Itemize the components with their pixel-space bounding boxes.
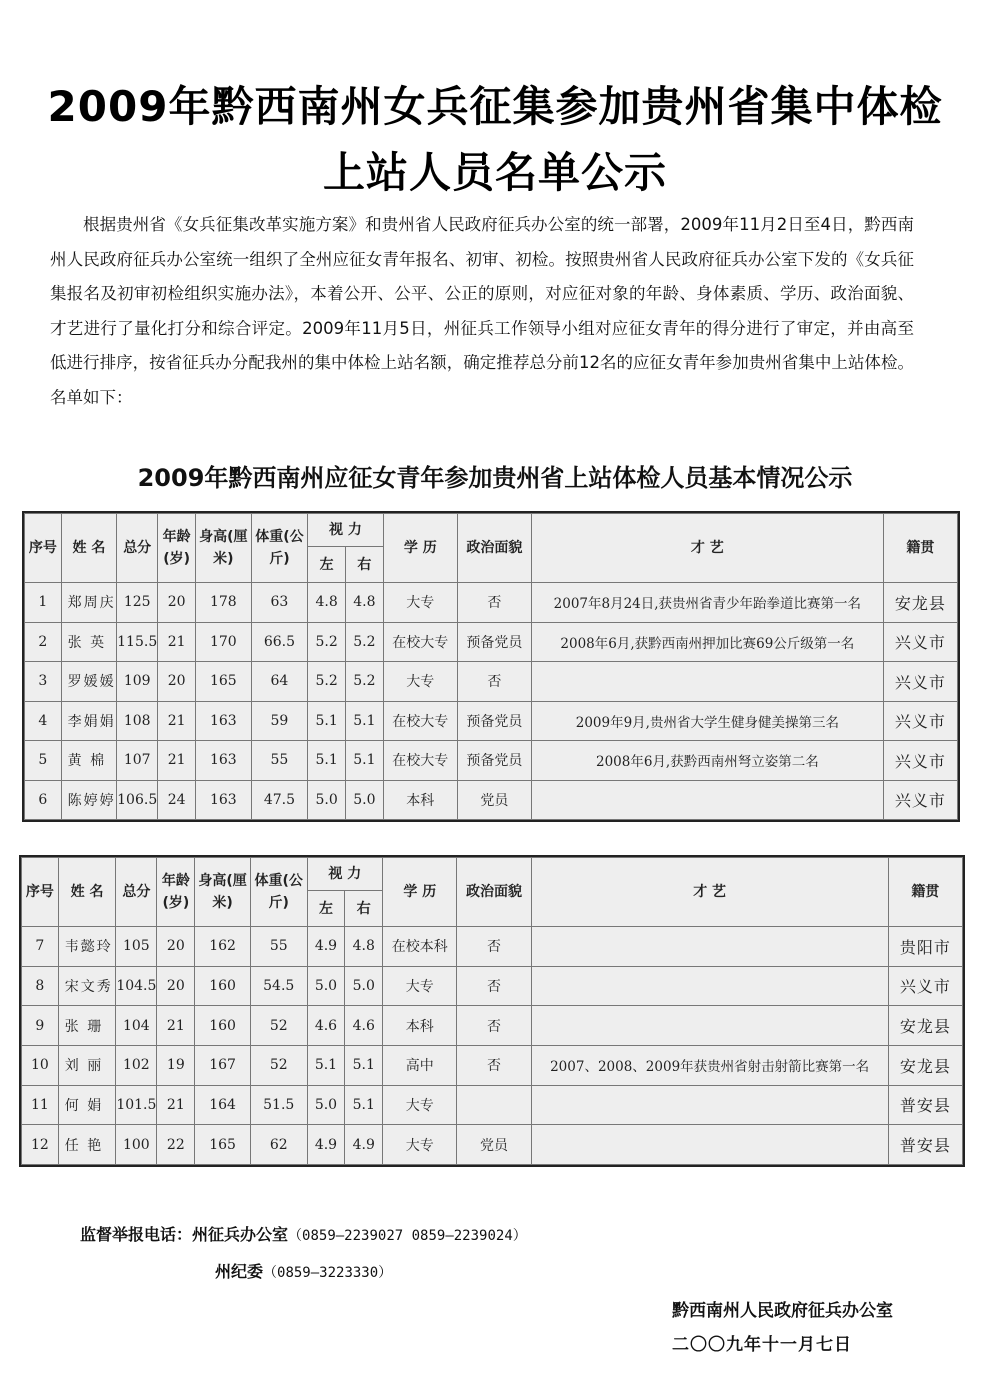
cell-seq: 11 bbox=[22, 1085, 59, 1125]
header-vision-right: 右 bbox=[345, 547, 383, 583]
cell-name: 任 艳 bbox=[58, 1125, 116, 1165]
cell-name: 何 娟 bbox=[58, 1085, 116, 1125]
cell-age: 24 bbox=[158, 780, 196, 820]
header-vision-left: 左 bbox=[308, 547, 346, 583]
cell-score: 106.5 bbox=[117, 780, 158, 820]
header-seq: 序号 bbox=[22, 858, 59, 927]
candidate-table-2 bbox=[19, 855, 965, 1167]
cell-talent bbox=[531, 966, 888, 1006]
cell-weight: 64 bbox=[251, 662, 308, 702]
cell-seq: 4 bbox=[25, 701, 62, 741]
cell-pol bbox=[457, 1085, 531, 1125]
intro-paragraph: 根据贵州省《女兵征集改革实施方案》和贵州省人民政府征兵办公室的统一部署，2009年11月2日至4日，黔西南州人民政府征兵办公室统一组织了全州应征女青年报名、初审、初检。按照贵州省人民政府征兵办公室下发的《女兵征集报名及初审初检组织实施办法》，本着公开、公平、公正的原则，对应征对象的年龄、身体素质、学历、政治面貌、才艺进行了量化打分和综合评定。2009年11月5日，州征兵工作领导小组对应征女青年的得分进行了审定，并由高至低进行排序，按省征兵办分配我州的集中体检上站名额，确定推荐总分前12名的应征女青年参加贵州省集中上站体检。名单如下： bbox=[50, 215, 914, 407]
cell-talent: 2007、2008、2009年获贵州省射击射箭比赛第一名 bbox=[531, 1045, 888, 1085]
cell-height: 167 bbox=[195, 1045, 251, 1085]
cell-weight: 51.5 bbox=[250, 1085, 307, 1125]
cell-name: 韦懿玲 bbox=[58, 927, 116, 967]
header-political: 政治面貌 bbox=[457, 858, 531, 927]
header-vision-left: 左 bbox=[307, 891, 345, 927]
cell-score: 107 bbox=[117, 741, 158, 781]
cell-score: 105 bbox=[116, 927, 157, 967]
table-row bbox=[25, 780, 958, 820]
table-row bbox=[25, 701, 958, 741]
cell-age: 21 bbox=[157, 1085, 195, 1125]
cell-age: 22 bbox=[157, 1125, 195, 1165]
cell-weight: 54.5 bbox=[250, 966, 307, 1006]
cell-home: 兴义市 bbox=[883, 780, 957, 820]
cell-vision-left: 4.6 bbox=[307, 1006, 345, 1046]
header-home: 籍贯 bbox=[888, 858, 962, 927]
cell-home: 兴义市 bbox=[883, 741, 957, 781]
header-weight: 体重(公斤) bbox=[250, 858, 307, 927]
cell-score: 108 bbox=[117, 701, 158, 741]
cell-seq: 1 bbox=[25, 583, 62, 623]
cell-name: 郑周庆 bbox=[61, 583, 116, 623]
cell-edu: 本科 bbox=[383, 1006, 457, 1046]
cell-weight: 63 bbox=[251, 583, 308, 623]
cell-vision-left: 5.0 bbox=[307, 966, 345, 1006]
supervise-office-1: 州征兵办公室 bbox=[192, 1225, 289, 1244]
cell-pol: 预备党员 bbox=[457, 741, 531, 781]
cell-talent: 2008年6月,获黔西南州弩立姿第二名 bbox=[531, 741, 883, 781]
cell-weight: 62 bbox=[250, 1125, 307, 1165]
table-row bbox=[25, 622, 958, 662]
cell-weight: 66.5 bbox=[251, 622, 308, 662]
supervise-office-2: 州纪委 bbox=[215, 1262, 264, 1281]
cell-weight: 55 bbox=[250, 927, 307, 967]
header-age: 年龄(岁) bbox=[157, 858, 195, 927]
cell-vision-right: 5.0 bbox=[345, 780, 383, 820]
header-name: 姓 名 bbox=[58, 858, 116, 927]
header-talent: 才 艺 bbox=[531, 514, 883, 583]
table-row bbox=[25, 583, 958, 623]
cell-vision-left: 4.9 bbox=[307, 927, 345, 967]
cell-vision-left: 5.2 bbox=[308, 622, 346, 662]
header-weight: 体重(公斤) bbox=[251, 514, 308, 583]
cell-home: 兴义市 bbox=[883, 701, 957, 741]
table-row bbox=[25, 741, 958, 781]
header-vision-right: 右 bbox=[345, 891, 383, 927]
cell-seq: 5 bbox=[25, 741, 62, 781]
candidate-table-1 bbox=[22, 511, 960, 822]
cell-name: 刘 丽 bbox=[58, 1045, 116, 1085]
cell-vision-left: 5.2 bbox=[308, 662, 346, 702]
cell-talent: 2009年9月,贵州省大学生健身健美操第三名 bbox=[531, 701, 883, 741]
table-row bbox=[22, 927, 963, 967]
cell-pol: 否 bbox=[457, 1045, 531, 1085]
cell-age: 20 bbox=[157, 927, 195, 967]
cell-score: 100 bbox=[116, 1125, 157, 1165]
cell-pol: 否 bbox=[457, 966, 531, 1006]
table-row bbox=[22, 1085, 963, 1125]
cell-vision-right: 4.8 bbox=[345, 927, 383, 967]
cell-name: 宋文秀 bbox=[58, 966, 116, 1006]
cell-talent bbox=[531, 1085, 888, 1125]
cell-vision-right: 5.1 bbox=[345, 1045, 383, 1085]
header-height: 身高(厘米) bbox=[195, 858, 251, 927]
supervise-phone-1: （0859—2239027 0859—2239024） bbox=[288, 1228, 527, 1244]
cell-height: 165 bbox=[195, 1125, 251, 1165]
cell-home: 安龙县 bbox=[888, 1006, 962, 1046]
cell-score: 125 bbox=[117, 583, 158, 623]
cell-seq: 12 bbox=[22, 1125, 59, 1165]
cell-vision-right: 5.1 bbox=[345, 1085, 383, 1125]
cell-home: 兴义市 bbox=[888, 966, 962, 1006]
header-home: 籍贯 bbox=[883, 514, 957, 583]
table-row bbox=[22, 966, 963, 1006]
header-vision: 视 力 bbox=[307, 858, 383, 891]
cell-seq: 10 bbox=[22, 1045, 59, 1085]
cell-seq: 9 bbox=[22, 1006, 59, 1046]
cell-height: 178 bbox=[196, 583, 252, 623]
cell-vision-right: 5.2 bbox=[345, 662, 383, 702]
cell-height: 163 bbox=[196, 701, 252, 741]
cell-name: 张 珊 bbox=[58, 1006, 116, 1046]
cell-age: 19 bbox=[157, 1045, 195, 1085]
cell-pol: 预备党员 bbox=[457, 701, 531, 741]
cell-vision-left: 5.1 bbox=[307, 1045, 345, 1085]
header-vision: 视 力 bbox=[308, 514, 384, 547]
cell-age: 21 bbox=[158, 701, 196, 741]
cell-edu: 高中 bbox=[383, 1045, 457, 1085]
cell-age: 20 bbox=[158, 583, 196, 623]
cell-name: 李娟娟 bbox=[61, 701, 116, 741]
cell-home: 普安县 bbox=[888, 1085, 962, 1125]
cell-age: 21 bbox=[158, 622, 196, 662]
cell-seq: 6 bbox=[25, 780, 62, 820]
cell-vision-right: 5.1 bbox=[345, 741, 383, 781]
cell-home: 贵阳市 bbox=[888, 927, 962, 967]
cell-weight: 55 bbox=[251, 741, 308, 781]
cell-weight: 52 bbox=[250, 1045, 307, 1085]
page-title-line1: 2009年黔西南州女兵征集参加贵州省集中体检 bbox=[47, 82, 943, 131]
cell-talent bbox=[531, 927, 888, 967]
cell-weight: 47.5 bbox=[251, 780, 308, 820]
supervise-line-2 bbox=[215, 1259, 392, 1282]
cell-vision-left: 4.8 bbox=[308, 583, 346, 623]
cell-home: 安龙县 bbox=[888, 1045, 962, 1085]
cell-vision-right: 4.8 bbox=[345, 583, 383, 623]
cell-age: 21 bbox=[158, 741, 196, 781]
cell-pol: 否 bbox=[457, 583, 531, 623]
cell-score: 109 bbox=[117, 662, 158, 702]
cell-name: 张 英 bbox=[61, 622, 116, 662]
cell-edu: 大专 bbox=[383, 1125, 457, 1165]
cell-edu: 在校本科 bbox=[383, 927, 457, 967]
cell-seq: 8 bbox=[22, 966, 59, 1006]
cell-height: 163 bbox=[196, 780, 252, 820]
header-name: 姓 名 bbox=[61, 514, 116, 583]
cell-seq: 7 bbox=[22, 927, 59, 967]
cell-edu: 在校大专 bbox=[383, 622, 457, 662]
cell-talent bbox=[531, 780, 883, 820]
cell-height: 162 bbox=[195, 927, 251, 967]
table-row bbox=[25, 662, 958, 702]
cell-vision-right: 5.1 bbox=[345, 701, 383, 741]
cell-vision-left: 5.0 bbox=[307, 1085, 345, 1125]
cell-vision-left: 4.9 bbox=[307, 1125, 345, 1165]
cell-name: 罗媛媛 bbox=[61, 662, 116, 702]
cell-pol: 否 bbox=[457, 927, 531, 967]
cell-weight: 52 bbox=[250, 1006, 307, 1046]
cell-height: 170 bbox=[196, 622, 252, 662]
cell-pol: 党员 bbox=[457, 780, 531, 820]
cell-vision-right: 5.2 bbox=[345, 622, 383, 662]
header-edu: 学 历 bbox=[383, 514, 457, 583]
cell-pol: 否 bbox=[457, 662, 531, 702]
header-age: 年龄(岁) bbox=[158, 514, 196, 583]
cell-score: 102 bbox=[116, 1045, 157, 1085]
cell-talent bbox=[531, 1006, 888, 1046]
signature-org: 黔西南州人民政府征兵办公室 bbox=[672, 1301, 893, 1321]
header-score: 总分 bbox=[116, 858, 157, 927]
cell-edu: 在校大专 bbox=[383, 701, 457, 741]
cell-edu: 本科 bbox=[383, 780, 457, 820]
table-row bbox=[22, 1006, 963, 1046]
cell-height: 160 bbox=[195, 966, 251, 1006]
signature-date: 二〇〇九年十一月七日 bbox=[672, 1335, 852, 1355]
cell-home: 兴义市 bbox=[883, 622, 957, 662]
supervise-phone-2: （0859—3223330） bbox=[263, 1265, 393, 1281]
cell-name: 黄 棉 bbox=[61, 741, 116, 781]
cell-edu: 在校大专 bbox=[383, 741, 457, 781]
cell-height: 165 bbox=[196, 662, 252, 702]
cell-seq: 2 bbox=[25, 622, 62, 662]
cell-height: 163 bbox=[196, 741, 252, 781]
cell-talent bbox=[531, 1125, 888, 1165]
cell-talent: 2008年6月,获黔西南州押加比赛69公斤级第一名 bbox=[531, 622, 883, 662]
cell-talent: 2007年8月24日,获贵州省青少年跆拳道比赛第一名 bbox=[531, 583, 883, 623]
cell-name: 陈婷婷 bbox=[61, 780, 116, 820]
cell-height: 164 bbox=[195, 1085, 251, 1125]
cell-edu: 大专 bbox=[383, 966, 457, 1006]
cell-pol: 预备党员 bbox=[457, 622, 531, 662]
cell-vision-left: 5.1 bbox=[308, 741, 346, 781]
cell-age: 20 bbox=[158, 662, 196, 702]
cell-talent bbox=[531, 662, 883, 702]
supervise-line-1 bbox=[80, 1222, 527, 1245]
header-talent: 才 艺 bbox=[531, 858, 888, 927]
table-subtitle: 2009年黔西南州应征女青年参加贵州省上站体检人员基本情况公示 bbox=[137, 464, 853, 492]
table-row bbox=[22, 1045, 963, 1085]
cell-age: 20 bbox=[157, 966, 195, 1006]
header-edu: 学 历 bbox=[383, 858, 457, 927]
cell-home: 普安县 bbox=[888, 1125, 962, 1165]
cell-age: 21 bbox=[157, 1006, 195, 1046]
header-score: 总分 bbox=[117, 514, 158, 583]
cell-vision-right: 4.6 bbox=[345, 1006, 383, 1046]
cell-score: 104.5 bbox=[116, 966, 157, 1006]
cell-score: 101.5 bbox=[116, 1085, 157, 1125]
supervise-label: 监督举报电话： bbox=[80, 1225, 193, 1244]
header-height: 身高(厘米) bbox=[196, 514, 252, 583]
cell-height: 160 bbox=[195, 1006, 251, 1046]
cell-vision-left: 5.1 bbox=[308, 701, 346, 741]
header-seq: 序号 bbox=[25, 514, 62, 583]
cell-seq: 3 bbox=[25, 662, 62, 702]
cell-pol: 党员 bbox=[457, 1125, 531, 1165]
cell-home: 兴义市 bbox=[883, 662, 957, 702]
cell-score: 104 bbox=[116, 1006, 157, 1046]
cell-pol: 否 bbox=[457, 1006, 531, 1046]
cell-edu: 大专 bbox=[383, 1085, 457, 1125]
cell-edu: 大专 bbox=[383, 662, 457, 702]
cell-edu: 大专 bbox=[383, 583, 457, 623]
cell-vision-right: 4.9 bbox=[345, 1125, 383, 1165]
cell-home: 安龙县 bbox=[883, 583, 957, 623]
page-title-line2: 上站人员名单公示 bbox=[322, 148, 667, 197]
cell-score: 115.5 bbox=[117, 622, 158, 662]
cell-vision-left: 5.0 bbox=[308, 780, 346, 820]
header-political: 政治面貌 bbox=[457, 514, 531, 583]
cell-weight: 59 bbox=[251, 701, 308, 741]
cell-vision-right: 5.0 bbox=[345, 966, 383, 1006]
table-row bbox=[22, 1125, 963, 1165]
